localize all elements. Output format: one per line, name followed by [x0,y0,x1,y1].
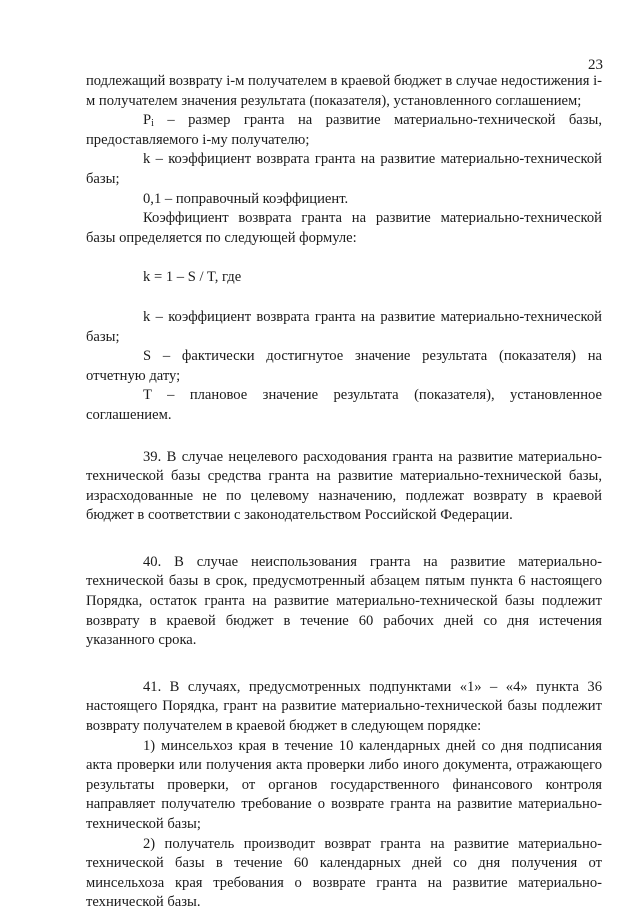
symbol-p: P [143,112,152,129]
definition-s: S – фактически достигнутое значение результата (показателя) на отчетную дату; [86,348,602,384]
definition-text: – размер гранта на развитие материально-технической базы, предоставляемого i-му получателю; [86,112,602,148]
formula: k = 1 – S / T, где [143,269,242,286]
document-body [86,72,602,913]
definition-coefficient: k – коэффициент возврата гранта на развитие материально-технической базы; [86,151,602,187]
definition-t: T – плановое значение результата (показателя), установленное соглашением. [86,387,602,423]
symbol-subscript: i [151,118,154,130]
clause-41: 41. В случаях, предусмотренных подпунктами «1» – «4» пункта 36 настоящего Порядка, грант на развитие материально-технической базы подлежит возврату получателем в краевой бюджет в следующем порядке: [86,678,602,735]
definition-k: k – коэффициент возврата гранта на развитие материально-технической базы; [86,308,602,345]
paragraph-continuation: подлежащий возврату i-м получателем в краевой бюджет в случае недостижения i-м получателем значения результата (показателя), установленного соглашением; [86,73,602,109]
definition-correction: 0,1 – поправочный коэффициент. [143,190,349,207]
formula-intro: Коэффициент возврата гранта на развитие материально-технической базы определяется по следующей формуле: [86,210,602,246]
clause-41-item-2: 2) получатель производит возврат гранта на развитие материально-технической базы в течение 60 календарных дней со дня получения от минсельхоза края требования о возврате гранта на развитие материально-технической базы. [86,835,602,911]
clause-41-item-1: 1) минсельхоз края в течение 10 календарных дней со дня подписания акта проверки или получения акта проверки либо иного документа, отражающего результаты проверки, от органов государственного финансового контроля направляет получателю требование о возврате гранта на развитие материально-технической базы; [86,737,602,832]
clause-39: 39. В случае нецелевого расходования гранта на развитие материально-технической базы средства гранта на развитие материально-технической базы, израсходованные не по целевому назначению, подлежат возврату в краевой бюджет в соответствии с законодательством Российской Федерации. [86,448,602,524]
definition-grant-size [86,111,602,150]
clause-40: 40. В случае неиспользования гранта на развитие материально-технической базы в срок, предусмотренный абзацем пятым пункта 6 настоящего Порядка, остаток гранта на развитие материально-технической базы подлежит возврату в краевой бюджет в течение 60 рабочих дней со дня истечения указанного срока. [86,553,602,649]
page-number: 23 [588,57,603,73]
